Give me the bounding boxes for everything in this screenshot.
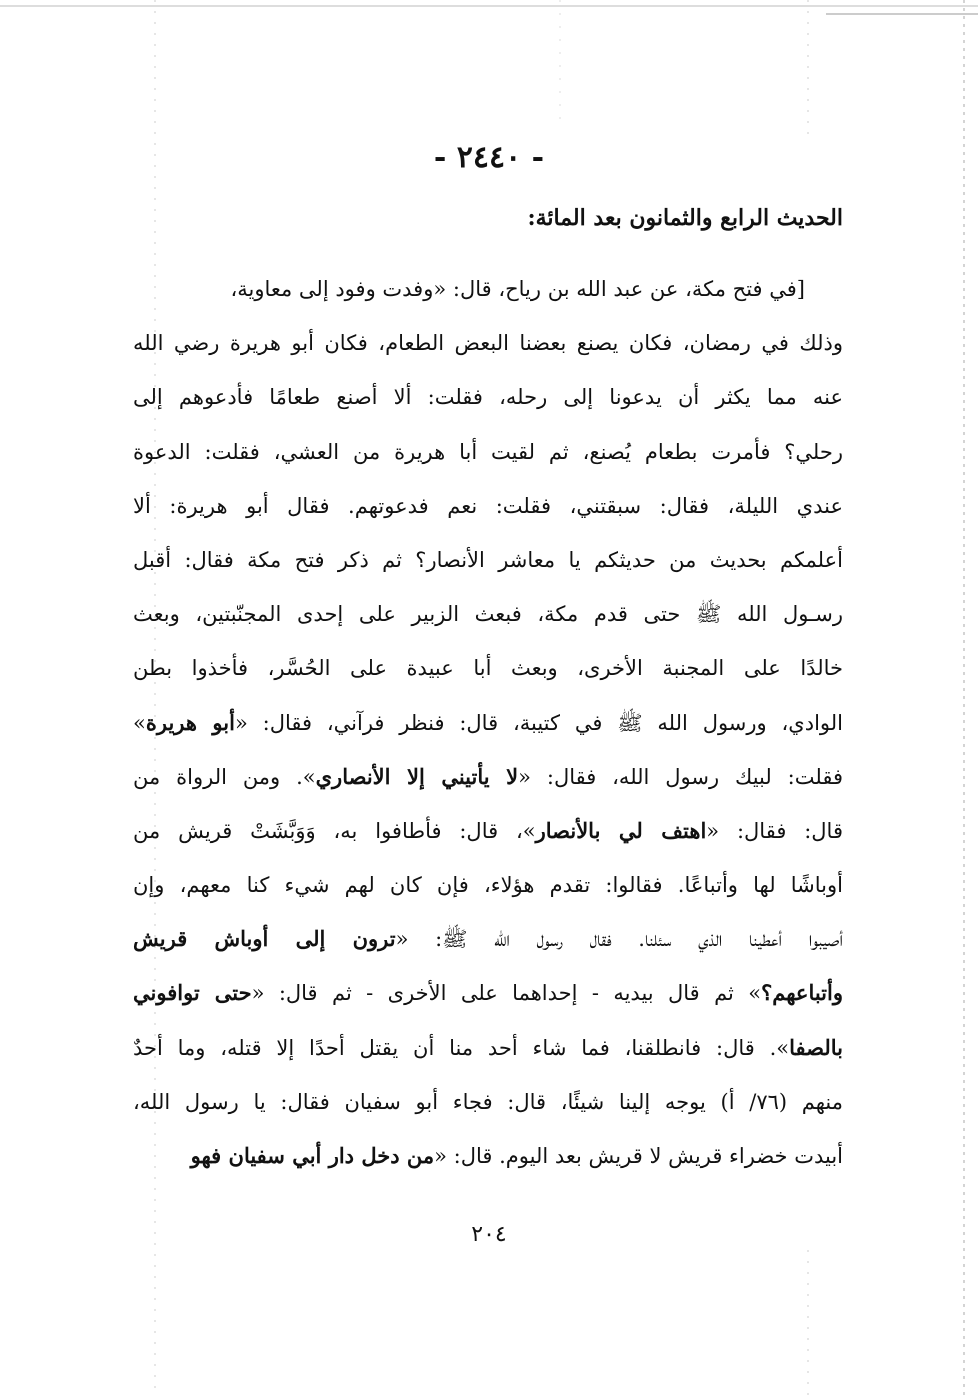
text-segment: منهم (٧٦/ أ) يوجه إلينا شيئًا، قال: فجاء أبو سفيان فقال: يا رسول الله، <box>133 1089 843 1114</box>
text-segment: [في فتح مكة، عن عبد الله بن رياح، قال: «وفدت وفود إلى معاوية، <box>230 277 805 301</box>
page-number-top: - ٢٤٤٠ - <box>433 140 545 175</box>
text-segment: عندي الليلة، فقال: سبقتني، فقلت: نعم فدعوتهم. فقال أبو هريرة: ألا <box>133 493 843 518</box>
quoted-speech: حتى توافوني <box>133 980 252 1006</box>
text-line <box>133 262 843 316</box>
quoted-speech: وأتباعهم؟ <box>761 980 843 1006</box>
text-segment: وذلك في رمضان، فكان يصنع بعضنا البعض الطعام، فكان أبو هريرة رضي الله <box>133 331 843 356</box>
text-segment: أبيدت خضراء قريش لا قريش بعد اليوم. قال: « <box>434 1144 843 1168</box>
text-line <box>133 912 843 966</box>
text-line <box>133 1075 843 1129</box>
text-line <box>133 587 843 641</box>
text-line <box>133 479 843 533</box>
text-segment: قال: فقال: « <box>706 818 843 843</box>
text-segment: عنه مما يكثر أن يدعونا إلى رحله، فقلت: ألا أصنع طعامًا فأدعوهم إلى <box>133 385 843 410</box>
text-segment: فقلت: لبيك رسول الله، فقال: « <box>518 764 843 789</box>
text-line <box>133 533 843 587</box>
hadith-heading: الحديث الرابع والثمانون بعد المائة: <box>527 205 843 231</box>
text-segment: خالدًا على المجنبة الأخرى، وبعث أبا عبيدة على الحُسَّر، فأخذوا بطن <box>133 656 843 681</box>
text-segment: أوباشًا لها وأتباعًا. فقالوا: تقدم هؤلاء، فإن كان لهم شيء كنا معهم، وإن <box>133 873 843 898</box>
page-number-bottom: ٢٠٤ <box>471 1222 507 1247</box>
quoted-speech: من دخل دار أبي سفيان فهو <box>190 1143 435 1168</box>
hadith-body <box>133 262 843 1183</box>
text-segment: ». ومن الرواة من <box>133 764 316 789</box>
text-line <box>133 641 843 695</box>
quoted-speech: لا يأتيني إلا الأنصاري <box>315 763 519 789</box>
quoted-speech: ترون إلى أوباش قريش <box>133 926 396 952</box>
text-segment: أعلمكم بحديث من حديثكم يا معاشر الأنصار؟ ثم ذكر فتح مكة فقال: أقبل <box>133 547 843 572</box>
text-segment: ». قال: فانطلقنا، فما شاء أحد منا أن يقتل أحدًا إلا قتله، وما أحدٌ <box>133 1035 790 1060</box>
text-line <box>133 425 843 479</box>
quoted-speech: بالصفا <box>789 1034 843 1060</box>
text-line <box>133 750 843 804</box>
text-segment: » ثم قال بيديه - إحداهما على الأخرى - ثم قال: « <box>251 981 762 1006</box>
text-line <box>133 966 843 1020</box>
text-segment: أصيبوا أعطينا الذي سئلنا. فقال رسول الله ﷺ: « <box>395 927 843 952</box>
text-line <box>133 316 843 370</box>
quoted-speech: أبو هريرة <box>145 709 235 735</box>
text-segment: » <box>133 710 146 735</box>
text-line <box>133 1021 843 1075</box>
text-line <box>133 804 843 858</box>
text-segment: رسـول الله ﷺ حتى قدم مكة، فبعث الزبير على إحدى المجنّبتين، وبعث <box>133 602 843 627</box>
text-line <box>133 1129 843 1183</box>
quoted-speech: اهتف لي بالأنصار <box>535 817 707 843</box>
text-line <box>133 696 843 750</box>
text-line <box>133 858 843 912</box>
text-line <box>133 370 843 424</box>
text-segment: رحلي؟ فأمرت بطعام يُصنع، ثم لقيت أبا هريرة من العشي، فقلت: الدعوة <box>133 439 843 464</box>
text-segment: »، قال: فأطافوا به، وَوَبَّشَتْ قريش من <box>133 818 536 843</box>
text-segment: الوادي، ورسول الله ﷺ في كتيبة، قال: فنظر فرآني، فقال: « <box>234 710 843 735</box>
